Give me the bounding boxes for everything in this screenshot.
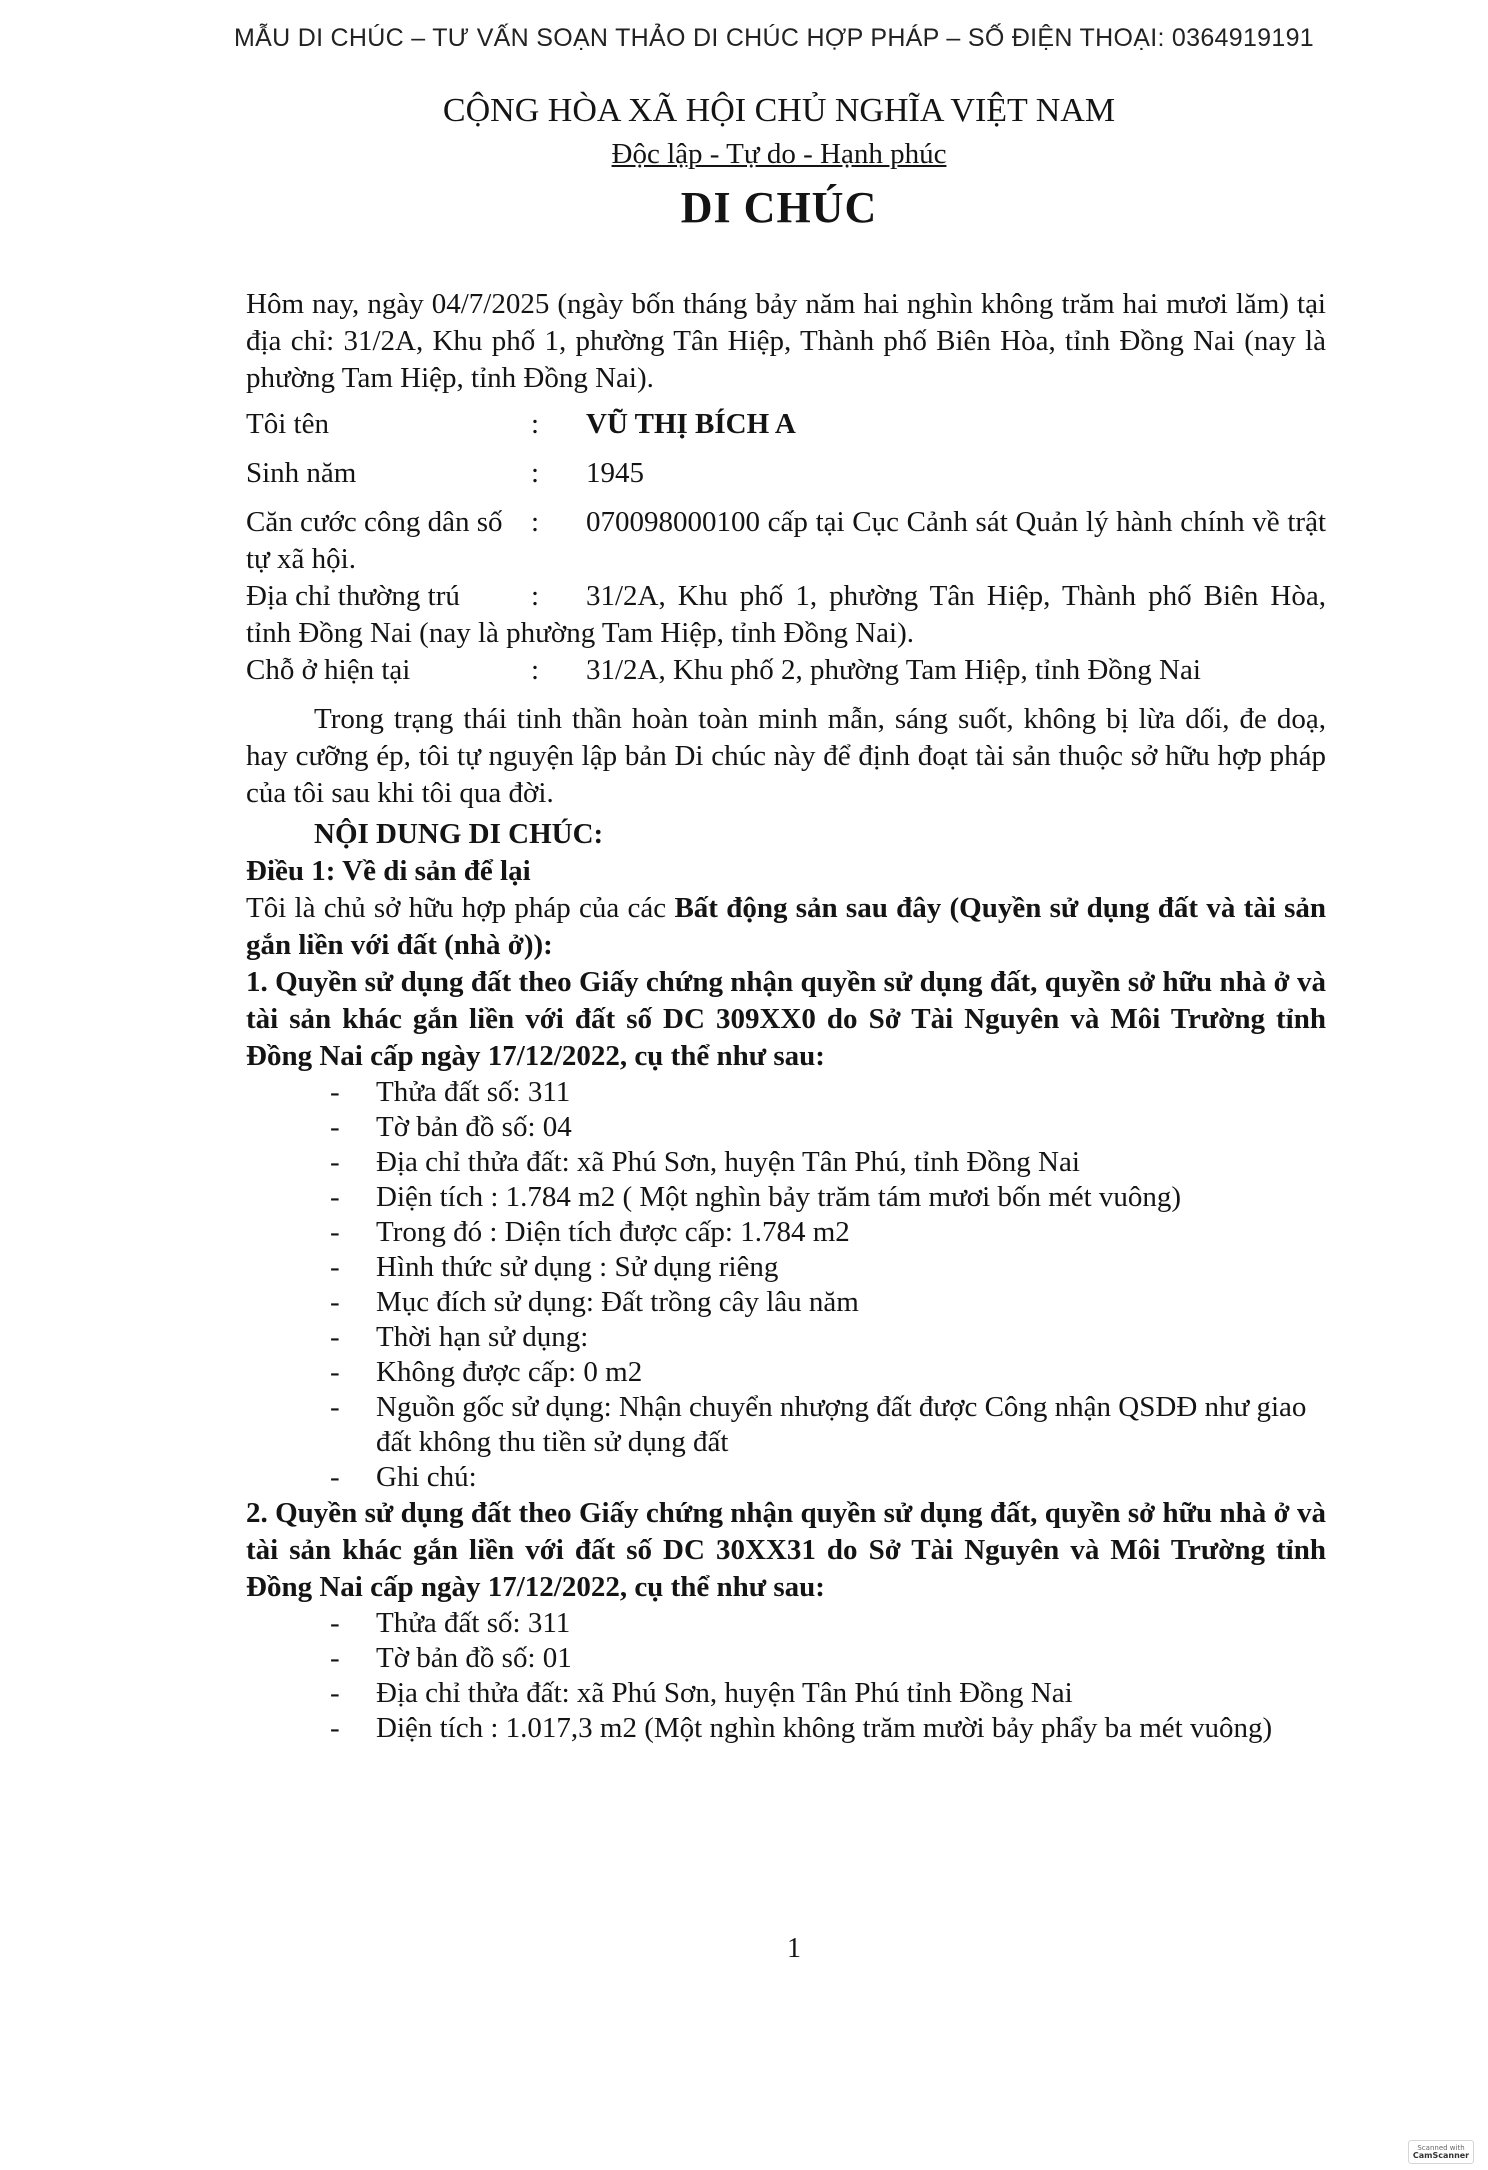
- declaration-paragraph: Trong trạng thái tinh thần hoàn toàn minh mẫn, sáng suốt, không bị lừa dối, đe doạ, hay cưỡng ép, tôi tự nguyện lập bản Di chúc này để định đoạt tài sản thuộc sở hữu hợp pháp của tôi sau khi tôi qua đời.: [246, 703, 1326, 809]
- list-item: - Mục đích sử dụng: Đất trồng cây lâu năm: [376, 1285, 1326, 1320]
- birth-value: 1945: [586, 457, 644, 489]
- current-address-value: 31/2A, Khu phố 2, phường Tam Hiệp, tỉnh Đồng Nai: [586, 654, 1201, 686]
- list-item: - Thời hạn sử dụng:: [376, 1320, 1326, 1355]
- residence-row: [246, 578, 1326, 652]
- list-item: - Diện tích : 1.017,3 m2 (Một nghìn không trăm mười bảy phẩy ba mét vuông): [376, 1711, 1326, 1746]
- item2-title: 2. Quyền sử dụng đất theo Giấy chứng nhận quyền sử dụng đất, quyền sở hữu nhà ở và tài sản khác gắn liền với đất số DC 30XX31 do Sở Tài Nguyên và Môi Trường tỉnh Đồng Nai cấp ngày 17/12/2022, cụ thể như sau:: [246, 1497, 1326, 1603]
- advertisement-header: MẪU DI CHÚC – TƯ VẤN SOẠN THẢO DI CHÚC HỢP PHÁP – SỐ ĐIỆN THOẠI: 0364919191: [234, 24, 1314, 52]
- name-label: Tôi tên: [246, 408, 329, 440]
- current-address-row: [246, 652, 1326, 689]
- intro-paragraph: Hôm nay, ngày 04/7/2025 (ngày bốn tháng bảy năm hai nghìn không trăm hai mươi lăm) tại địa chỉ: 31/2A, Khu phố 1, phường Tân Hiệp, Thành phố Biên Hòa, tỉnh Đồng Nai (nay là phường Tam Hiệp, tỉnh Đồng Nai).: [246, 288, 1326, 394]
- item1-title: 1. Quyền sử dụng đất theo Giấy chứng nhận quyền sử dụng đất, quyền sở hữu nhà ở và tài sản khác gắn liền với đất số DC 309XX0 do Sở Tài Nguyên và Môi Trường tỉnh Đồng Nai cấp ngày 17/12/2022, cụ thể như sau:: [246, 966, 1326, 1072]
- scanner-badge-line1: Scanned with: [1417, 2144, 1465, 2152]
- scanner-badge-line2: CamScanner: [1412, 2151, 1470, 2160]
- list-item: - Địa chỉ thửa đất: xã Phú Sơn, huyện Tân Phú, tỉnh Đồng Nai: [376, 1145, 1326, 1180]
- colon: :: [531, 506, 540, 538]
- colon: :: [531, 408, 540, 440]
- document-title: DI CHÚC: [680, 183, 878, 232]
- current-address-label: Chỗ ở hiện tại: [246, 654, 411, 686]
- list-item: - Hình thức sử dụng : Sử dụng riêng: [376, 1250, 1326, 1285]
- list-item: - Tờ bản đồ số: 01: [376, 1641, 1326, 1676]
- list-item: - Ghi chú:: [376, 1460, 1326, 1495]
- list-item: - Thửa đất số: 311: [376, 1606, 1326, 1641]
- id-value: 070098000100 cấp tại Cục Cảnh sát Quản lý hành chính về trật tự xã hội.: [246, 506, 1326, 575]
- name-value: VŨ THỊ BÍCH A: [586, 408, 796, 440]
- list-item: - Địa chỉ thửa đất: xã Phú Sơn, huyện Tân Phú tỉnh Đồng Nai: [376, 1676, 1326, 1711]
- name-row: [246, 406, 1326, 443]
- colon: :: [531, 654, 540, 686]
- item2-details-list: [246, 1606, 1326, 1746]
- page-number: 1: [787, 1933, 801, 1964]
- list-item: - Nguồn gốc sử dụng: Nhận chuyển nhượng đất được Công nhận QSDĐ như giao đất không thu tiền sử dụng đất: [376, 1390, 1326, 1460]
- birth-label: Sinh năm: [246, 457, 357, 489]
- article1-heading: Điều 1: Về di sản để lại: [246, 855, 531, 887]
- colon: :: [531, 580, 540, 612]
- residence-label: Địa chỉ thường trú: [246, 580, 460, 612]
- article1-intro-bold: Bất động sản sau đây (Quyền sử dụng đất và tài sản gắn liền với đất (nhà ở)):: [246, 892, 1326, 961]
- residence-value: 31/2A, Khu phố 1, phường Tân Hiệp, Thành phố Biên Hòa, tỉnh Đồng Nai (nay là phường Tam Hiệp, tỉnh Đồng Nai).: [246, 580, 1326, 649]
- scanner-badge: [1408, 2140, 1474, 2164]
- list-item: - Diện tích : 1.784 m2 ( Một nghìn bảy trăm tám mươi bốn mét vuông): [376, 1180, 1326, 1215]
- birth-row: [246, 455, 1326, 492]
- article1-intro: [246, 890, 1326, 964]
- motto: Độc lập - Tự do - Hạnh phúc: [611, 138, 947, 170]
- id-row: [246, 504, 1326, 578]
- nation-header: CỘNG HÒA XÃ HỘI CHỦ NGHĨA VIỆT NAM: [442, 92, 1116, 129]
- item1-details-list: [246, 1075, 1326, 1495]
- colon: :: [531, 457, 540, 489]
- list-item: - Tờ bản đồ số: 04: [376, 1110, 1326, 1145]
- content-heading: NỘI DUNG DI CHÚC:: [314, 818, 604, 850]
- list-item: - Thửa đất số: 311: [376, 1075, 1326, 1110]
- id-label: Căn cước công dân số: [246, 506, 503, 538]
- document-body: [246, 286, 1326, 1746]
- article1-intro-plain: Tôi là chủ sở hữu hợp pháp của các: [246, 892, 675, 924]
- list-item: - Không được cấp: 0 m2: [376, 1355, 1326, 1390]
- list-item: - Trong đó : Diện tích được cấp: 1.784 m2: [376, 1215, 1326, 1250]
